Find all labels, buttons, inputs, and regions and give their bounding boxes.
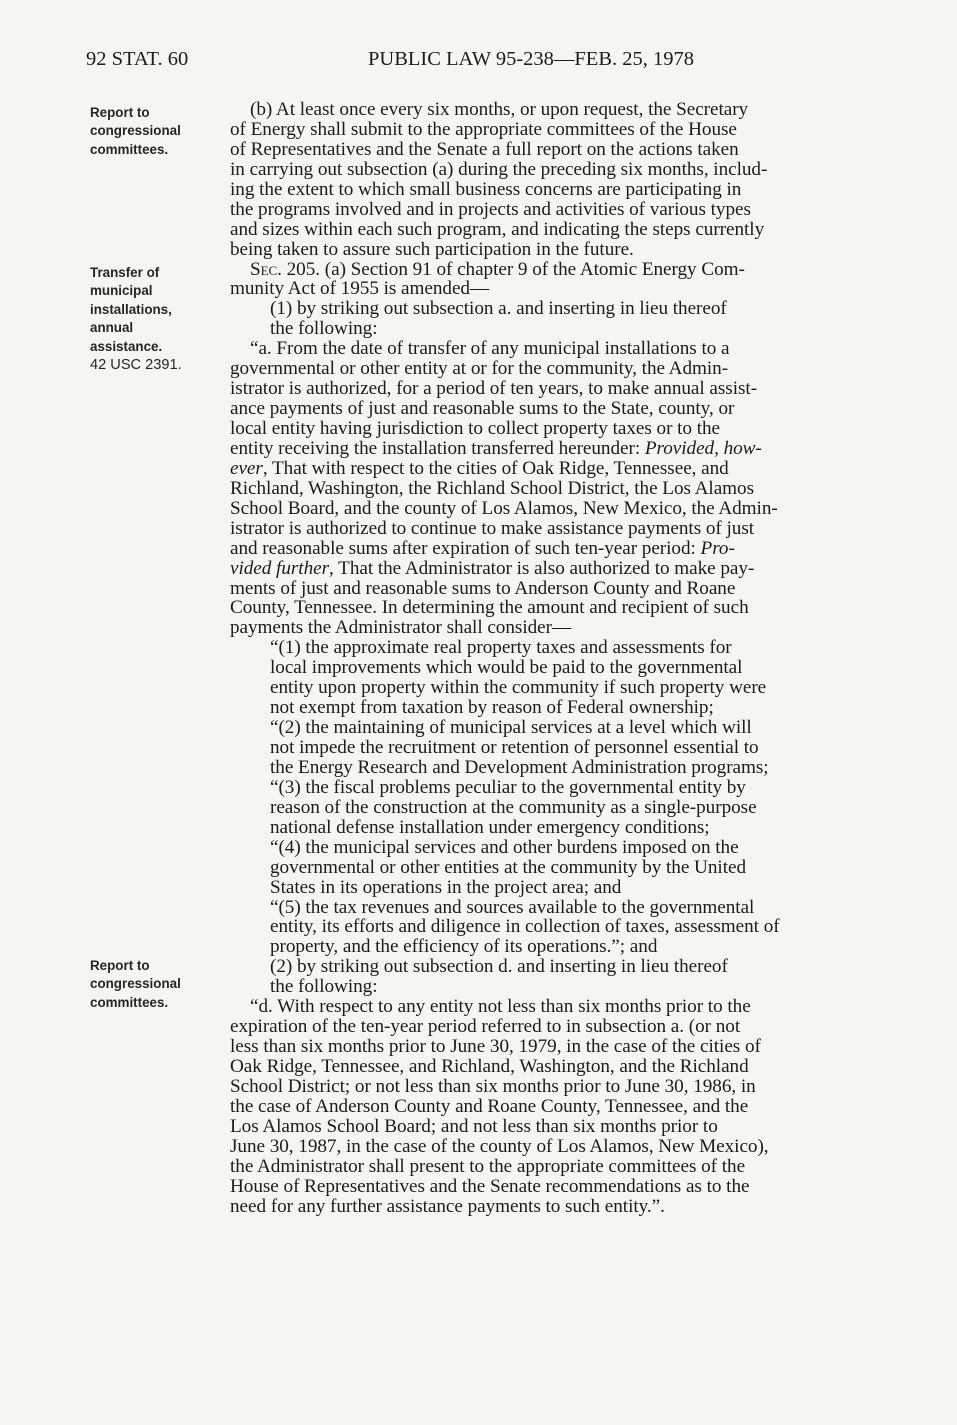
text-line: in carrying out subsection (a) during the preceding six months, includ-	[230, 158, 768, 180]
text-line: being taken to assure such participation in the future.	[230, 238, 634, 260]
text-line: not impede the recruitment or retention of personnel essential to	[270, 737, 759, 758]
text-line: “d. With respect to any entity not less than six months prior to the	[250, 996, 751, 1018]
text-line: of Energy shall submit to the appropriate committees of the House	[230, 118, 737, 140]
text-line: less than six months prior to June 30, 1979, in the case of the cities of	[230, 1036, 761, 1058]
text-line: the case of Anderson County and Roane County, Tennessee, and the	[230, 1095, 749, 1117]
proviso-italic: Provided, how-	[644, 437, 762, 459]
text-line: (b) At least once every six months, or upon request, the Secretary	[250, 99, 749, 120]
text-line	[230, 539, 862, 559]
text-line: (1) by striking out subsection a. and inserting in lieu thereof	[270, 298, 727, 320]
section-line	[230, 260, 862, 280]
text-line: and sizes within each such program, and indicating the steps currently	[230, 218, 765, 240]
text-line: ments of just and reasonable sums to Anderson County and Roane	[230, 577, 736, 599]
text-line: the Energy Research and Development Administration programs;	[270, 756, 769, 778]
text-line: the programs involved and in projects and activities of various types	[230, 198, 751, 220]
text-line: “(3) the fiscal problems peculiar to the governmental entity by	[270, 776, 746, 798]
text-line	[230, 459, 862, 479]
stat-page-number: 92 STAT. 60	[86, 48, 189, 70]
text-line	[230, 439, 862, 459]
proviso-italic: Pro-	[700, 537, 735, 559]
text-line: School Board, and the county of Los Alamos, New Mexico, the Admin-	[230, 497, 778, 519]
text-line: the Administrator shall present to the appropriate committees of the	[230, 1155, 746, 1177]
text-line: ing the extent to which small business concerns are participating in	[230, 178, 742, 200]
text-line: governmental or other entities at the community by the United	[270, 856, 746, 878]
margin-note-line: municipal	[90, 283, 153, 299]
margin-note-report	[90, 104, 218, 159]
text-line: of Representatives and the Senate a full report on the actions taken	[230, 138, 739, 160]
text-line: the following:	[270, 318, 378, 340]
text-line: June 30, 1987, in the case of the county of Los Alamos, New Mexico),	[230, 1135, 769, 1157]
text-fragment: and reasonable sums after expiration of such ten-year period:	[230, 537, 701, 559]
margin-note-report-2	[90, 957, 218, 1012]
text-line: Richland, Washington, the Richland School District, the Los Alamos	[230, 477, 754, 499]
text-line: (2) by striking out subsection d. and inserting in lieu thereof	[270, 956, 728, 978]
text-line: expiration of the ten-year period referred to in subsection a. (or not	[230, 1016, 741, 1038]
text-line: not exempt from taxation by reason of Federal ownership;	[270, 697, 714, 719]
text-line: istrator is authorized to continue to make assistance payments of just	[230, 517, 755, 539]
text-line: Los Alamos School Board; and not less than six months prior to	[230, 1115, 718, 1137]
text-line: House of Representatives and the Senate recommendations as to the	[230, 1175, 750, 1197]
margin-note-line: committees.	[90, 141, 169, 157]
margin-note-line: Report to	[90, 105, 150, 120]
text-line: ance payments of just and reasonable sums to the State, county, or	[230, 398, 735, 420]
text-line: reason of the construction at the community as a single-purpose	[270, 796, 757, 818]
text-line: entity, its efforts and diligence in collection of taxes, assessment of	[270, 916, 780, 938]
text-line: County, Tennessee. In determining the amount and recipient of such	[230, 597, 749, 619]
text-line: “(2) the maintaining of municipal services at a level which will	[270, 717, 752, 739]
text-line: Oak Ridge, Tennessee, and Richland, Washington, and the Richland	[230, 1056, 749, 1077]
margin-note-line: congressional	[90, 123, 181, 139]
text-line: “(5) the tax revenues and sources available to the governmental	[270, 896, 755, 918]
text-line: property, and the efficiency of its operations.”; and	[270, 936, 658, 958]
section-label: Sec.	[250, 258, 282, 280]
text-fragment: , That with respect to the cities of Oak Ridge, Tennessee, and	[262, 457, 729, 479]
text-line: “(4) the municipal services and other burdens imposed on the	[270, 836, 739, 858]
text-line: local entity having jurisdiction to collect property taxes or to the	[230, 418, 721, 439]
proviso-italic: ever	[230, 457, 263, 479]
margin-note-transfer	[90, 264, 218, 374]
margin-note-line: committees.	[90, 994, 169, 1010]
margin-note-line: installations,	[90, 301, 172, 317]
margin-note-line: Transfer of	[90, 265, 160, 280]
text-line: entity upon property within the community if such property were	[270, 677, 767, 699]
law-title: PUBLIC LAW 95-238—FEB. 25, 1978	[368, 48, 694, 70]
text-line: School District; or not less than six months prior to June 30, 1986, in	[230, 1075, 756, 1097]
text-line: governmental or other entity at or for the community, the Admin-	[230, 358, 729, 380]
body-text	[230, 100, 862, 1217]
text-line: national defense installation under emergency conditions;	[270, 816, 710, 838]
text-line	[230, 559, 862, 579]
text-line: States in its operations in the project area; and	[270, 876, 622, 898]
margin-note-line: annual	[90, 320, 134, 336]
proviso-italic: vided further	[230, 557, 329, 579]
text-fragment: 205. (a) Section 91 of chapter 9 of the Atomic Energy Com-	[286, 258, 745, 280]
text-line: payments the Administrator shall consider—	[230, 617, 572, 639]
margin-note-line: assistance.	[90, 338, 163, 354]
text-line: the following:	[270, 976, 378, 998]
page-header	[86, 48, 866, 78]
text-line: “(1) the approximate real property taxes and assessments for	[270, 637, 732, 659]
text-line: munity Act of 1955 is amended—	[230, 278, 490, 300]
margin-note-line: Report to	[90, 958, 150, 973]
text-line: “a. From the date of transfer of any municipal installations to a	[250, 338, 730, 360]
text-line: istrator is authorized, for a period of ten years, to make annual assist-	[230, 378, 758, 400]
margin-note-line: congressional	[90, 976, 181, 992]
usc-citation: 42 USC 2391.	[90, 357, 182, 374]
text-line: local improvements which would be paid to the governmental	[270, 657, 743, 679]
text-line: need for any further assistance payments to such entity.”.	[230, 1195, 665, 1217]
text-fragment: , That the Administrator is also authorized to make pay-	[329, 557, 755, 579]
text-fragment: entity receiving the installation transferred hereunder:	[230, 437, 645, 459]
